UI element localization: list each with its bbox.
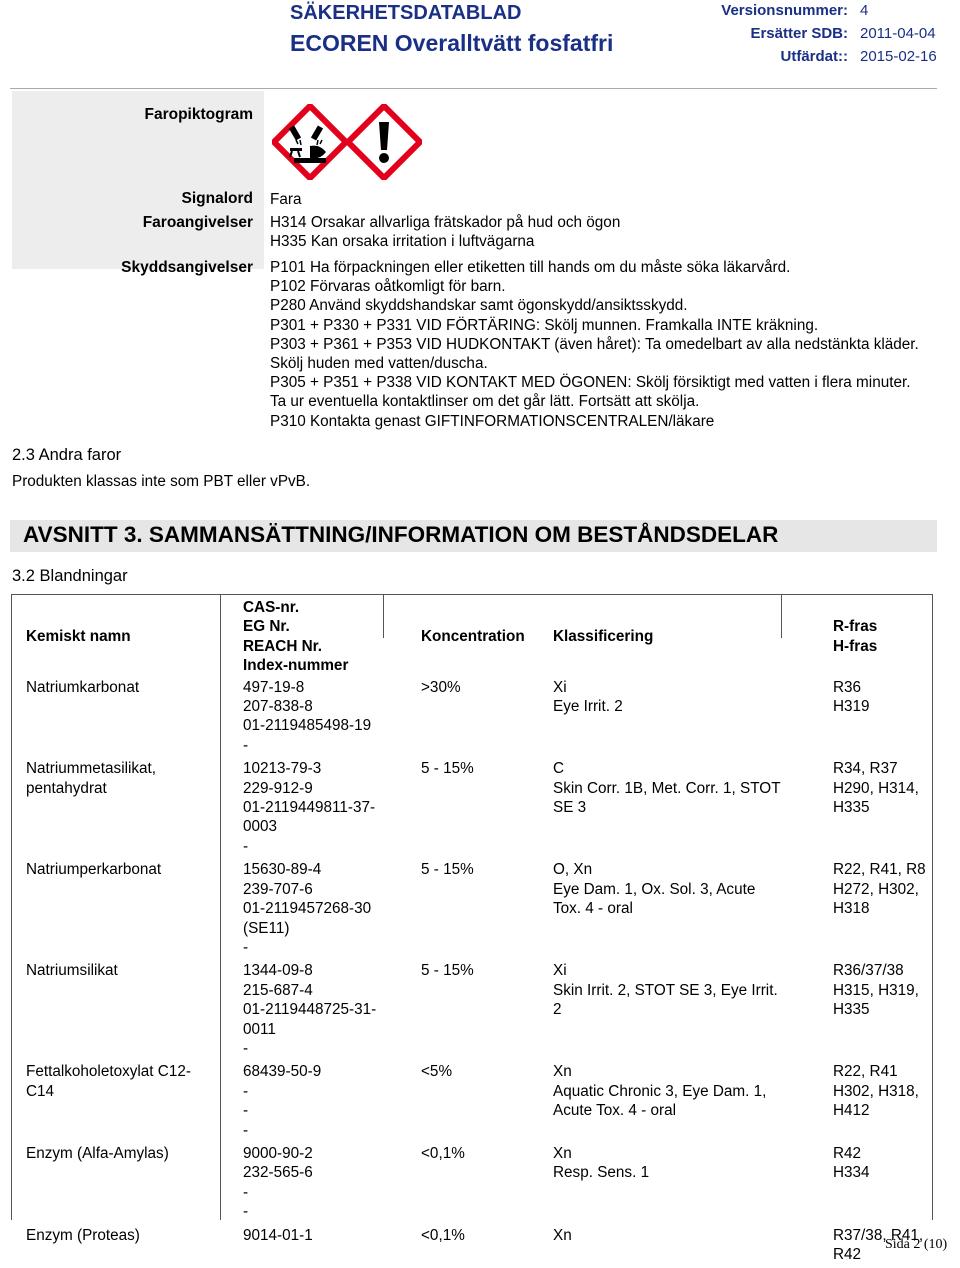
page-number: Sida 2 (10) — [885, 1237, 948, 1252]
hazard-statement: H335 Kan orsaka irritation i luftvägarna — [270, 233, 535, 251]
column-header-phrases: R-fras H-fras — [833, 618, 878, 655]
cell-name: Natriumkarbonat — [26, 678, 140, 696]
precaution-statements — [270, 258, 919, 431]
cell-phrases: R34, R37 H290, H314, H335 — [833, 760, 919, 817]
cell-ids: 15630-89-4 239-707-6 01-2119457268-30 (SE11) - — [243, 861, 372, 956]
product-name: ECOREN Overalltvätt fosfatfri — [290, 30, 614, 56]
version-value: 4 — [860, 2, 869, 19]
cell-name: Natriumperkarbonat — [26, 861, 162, 879]
cell-classification: O, Xn Eye Dam. 1, Ox. Sol. 3, Acute Tox. 4 - oral — [553, 861, 756, 918]
header-divider — [10, 88, 937, 89]
precaution-line: P303 + P361 + P353 VID HUDKONTAKT (även håret): Ta omedelbart av alla nedstänkta kläder. — [270, 335, 919, 353]
precaution-statements-label: Skyddsangivelser — [121, 259, 253, 276]
cell-classification: Xi Eye Irrit. 2 — [553, 678, 623, 716]
cell-ids: 10213-79-3 229-912-9 01-2119449811-37- 0003 - — [243, 760, 376, 855]
table-column-divider — [383, 594, 384, 638]
signal-word-value: Fara — [270, 191, 302, 208]
precaution-line: P301 + P330 + P331 VID FÖRTÄRING: Skölj munnen. Framkalla INTE kräkning. — [270, 316, 819, 334]
cell-name: Natriumsilikat — [26, 962, 118, 980]
table-row — [11, 678, 933, 760]
table-row — [11, 1226, 933, 1268]
replaces-label: Ersätter SDB: — [750, 25, 848, 42]
table-row — [11, 961, 933, 1062]
cell-classification: Xn — [553, 1226, 572, 1244]
hazard-statements-label: Faroangivelser — [142, 214, 253, 231]
composition-table — [11, 594, 933, 1268]
cell-phrases: R37/38, R41, R42 — [833, 1226, 924, 1263]
mixtures-subheading: 3.2 Blandningar — [12, 567, 128, 585]
cell-concentration: <5% — [421, 1063, 453, 1081]
precaution-line: P305 + P351 + P338 VID KONTAKT MED ÖGONEN: Skölj försiktigt med vatten i flera minuter. — [270, 374, 911, 392]
cell-classification: Xn Resp. Sens. 1 — [553, 1144, 650, 1182]
table-column-divider — [220, 594, 221, 1220]
hazard-statements — [270, 213, 620, 251]
cell-ids: 497-19-8 207-838-8 01-2119485498-19 - — [243, 678, 372, 754]
section-3-title: AVSNITT 3. SAMMANSÄTTNING/INFORMATION OM BESTÅNDSDELAR — [23, 522, 779, 547]
precaution-line: P280 Använd skyddshandskar samt ögonskydd/ansiktsskydd. — [270, 297, 688, 315]
cell-ids: 9014-01-1 — [243, 1226, 313, 1244]
other-hazards-heading: 2.3 Andra faror — [12, 446, 122, 464]
cell-name: Fettalkoholetoxylat C12- C14 — [26, 1063, 191, 1100]
table-left-border — [11, 594, 12, 1220]
precaution-line: P310 Kontakta genast GIFTINFORMATIONSCENTRALEN/läkare — [270, 412, 715, 430]
cell-ids: 1344-09-8 215-687-4 01-2119448725-31- 0011 - — [243, 962, 377, 1057]
signal-word-label: Signalord — [181, 190, 253, 207]
corrosion-pictogram-icon — [272, 104, 348, 180]
cell-phrases: R22, R41, R8 H272, H302, H318 — [833, 861, 926, 918]
cell-name: Natriummetasilikat, pentahydrat — [26, 760, 157, 797]
issued-value: 2015-02-16 — [860, 48, 937, 65]
cell-concentration: <0,1% — [421, 1226, 465, 1244]
exclamation-pictogram-icon — [346, 104, 422, 180]
table-row — [11, 759, 933, 860]
cell-phrases: R42 H334 — [833, 1144, 870, 1182]
pictogram-label: Faropiktogram — [144, 106, 253, 123]
cell-concentration: <0,1% — [421, 1144, 465, 1162]
table-header-row — [11, 594, 933, 678]
cell-phrases: R36 H319 — [833, 678, 870, 716]
issued-label: Utfärdat:: — [780, 48, 848, 65]
table-right-border — [932, 594, 933, 1220]
table-top-border — [11, 594, 933, 595]
table-row — [11, 1062, 933, 1144]
cell-ids: 9000-90-2 232-565-6 - - — [243, 1144, 313, 1221]
cell-concentration: 5 - 15% — [421, 760, 474, 778]
table-column-divider — [781, 594, 782, 638]
cell-classification: C Skin Corr. 1B, Met. Corr. 1, STOT SE 3 — [553, 760, 781, 817]
section-3-header — [10, 520, 937, 552]
cell-concentration: 5 - 15% — [421, 962, 474, 980]
column-header-name: Kemiskt namn — [26, 628, 131, 646]
table-row — [11, 860, 933, 961]
cell-name: Enzym (Alfa-Amylas) — [26, 1144, 169, 1162]
cell-concentration: >30% — [421, 678, 461, 696]
hazard-statement: H314 Orsakar allvarliga frätskador på hud och ögon — [270, 214, 621, 231]
precaution-line: Ta ur eventuella kontaktlinser om det går lätt. Fortsätt att skölja. — [270, 393, 700, 411]
table-row — [11, 1144, 933, 1226]
precaution-line: P101 Ha förpackningen eller etiketten till hands om du måste söka läkarvård. — [270, 259, 791, 276]
version-label: Versionsnummer: — [721, 2, 848, 19]
cell-ids: 68439-50-9 - - - — [243, 1063, 322, 1139]
column-header-classification: Klassificering — [553, 628, 654, 646]
cell-phrases: R22, R41 H302, H318, H412 — [833, 1063, 919, 1120]
other-hazards-text: Produkten klassas inte som PBT eller vPvB. — [12, 473, 311, 490]
precaution-line: P102 Förvaras oåtkomligt för barn. — [270, 278, 506, 296]
cell-classification: Xi Skin Irrit. 2, STOT SE 3, Eye Irrit. 2 — [553, 962, 778, 1019]
document-title: SÄKERHETSDATABLAD — [290, 2, 522, 24]
cell-concentration: 5 - 15% — [421, 861, 474, 879]
column-header-ids: CAS-nr. EG Nr. REACH Nr. Index-nummer — [243, 599, 349, 675]
cell-name: Enzym (Proteas) — [26, 1226, 140, 1244]
cell-classification: Xn Aquatic Chronic 3, Eye Dam. 1, Acute Tox. 4 - oral — [553, 1063, 767, 1120]
precaution-line: Skölj huden med vatten/duscha. — [270, 355, 488, 373]
column-header-concentration: Koncentration — [421, 628, 525, 646]
replaces-value: 2011-04-04 — [860, 25, 936, 42]
cell-phrases: R36/37/38 H315, H319, H335 — [833, 962, 919, 1019]
